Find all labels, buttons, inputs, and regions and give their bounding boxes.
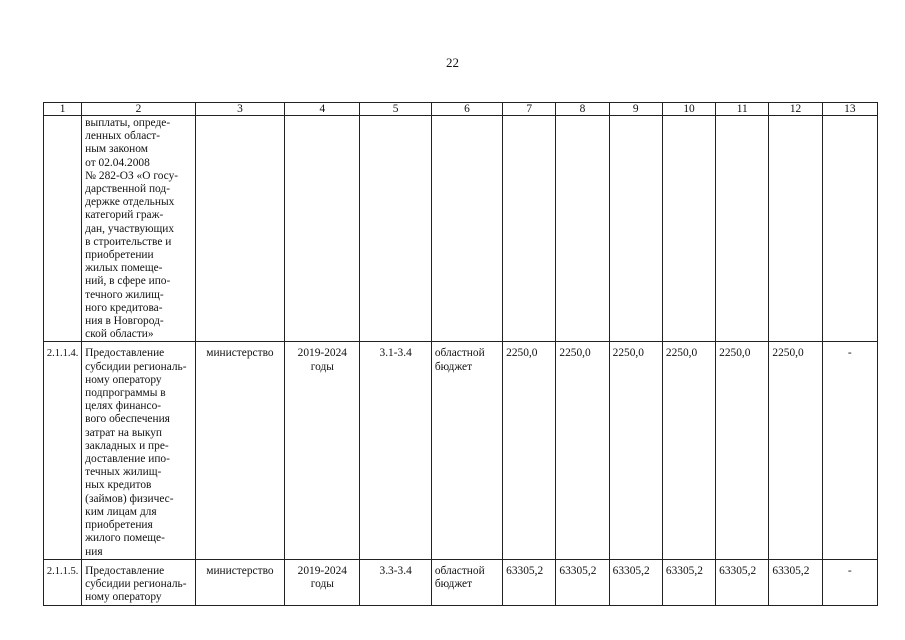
amount-cell: 63305,2	[662, 559, 715, 605]
activity-description: выплаты, опреде- ленных област- ным законом от 02.04.2008 № 282-ОЗ «О госу- дарственной под- держке отдельных категорий граж- дан, участвующих в строительстве и приобретении жилых помеще- ний, в сфере ипо- течного жилищ- ного кредитова- ния в Новгород- ской области»	[82, 116, 196, 342]
funding-source-cell	[431, 116, 502, 342]
column-number-header: 7	[503, 103, 556, 116]
column-13-cell	[822, 116, 877, 342]
executor-cell: министерство	[195, 342, 284, 559]
amount-cell: 63305,2	[716, 559, 769, 605]
table-row	[44, 342, 878, 559]
amount-cell	[662, 116, 715, 342]
activity-description: Предоставление субсидии региональ- ному оператору подпрограммы в целях финансо- вого обеспечения затрат на выкуп закладных и пре- доставление ипо- течных жилищ- ных кредитов (займов) физичес- ким лицам для приобретения жилого помеще- ния	[82, 342, 196, 559]
amount-cell	[769, 116, 822, 342]
amount-cell	[556, 116, 609, 342]
funding-source-cell: областной бюджет	[431, 342, 502, 559]
period-cell	[285, 116, 360, 342]
indicator-cell: 3.3-3.4	[360, 559, 431, 605]
program-activities-table	[43, 102, 878, 606]
row-number: 2.1.1.4.	[44, 342, 82, 559]
column-number-header: 3	[195, 103, 284, 116]
activity-description: Предоставление субсидии региональ- ному оператору	[82, 559, 196, 605]
period-cell: 2019-2024 годы	[285, 559, 360, 605]
amount-cell	[716, 116, 769, 342]
column-number-header: 1	[44, 103, 82, 116]
column-number-header: 12	[769, 103, 822, 116]
indicator-cell	[360, 116, 431, 342]
column-number-header: 2	[82, 103, 196, 116]
funding-source-cell: областной бюджет	[431, 559, 502, 605]
column-number-header: 6	[431, 103, 502, 116]
column-number-header: 13	[822, 103, 877, 116]
amount-cell: 2250,0	[556, 342, 609, 559]
amount-cell	[503, 116, 556, 342]
executor-cell	[195, 116, 284, 342]
page-number: 22	[446, 55, 459, 70]
column-number-header: 10	[662, 103, 715, 116]
column-number-header: 11	[716, 103, 769, 116]
amount-cell: 2250,0	[609, 342, 662, 559]
amount-cell: 2250,0	[716, 342, 769, 559]
column-13-cell: -	[822, 559, 877, 605]
amount-cell	[609, 116, 662, 342]
table-row	[44, 559, 878, 605]
column-number-header: 4	[285, 103, 360, 116]
amount-cell: 2250,0	[503, 342, 556, 559]
amount-cell: 63305,2	[769, 559, 822, 605]
amount-cell: 2250,0	[769, 342, 822, 559]
period-cell: 2019-2024 годы	[285, 342, 360, 559]
table-row	[44, 116, 878, 342]
row-number: 2.1.1.5.	[44, 559, 82, 605]
column-number-header-row	[44, 103, 878, 116]
amount-cell: 2250,0	[662, 342, 715, 559]
amount-cell: 63305,2	[556, 559, 609, 605]
column-number-header: 9	[609, 103, 662, 116]
amount-cell: 63305,2	[609, 559, 662, 605]
column-13-cell: -	[822, 342, 877, 559]
row-number	[44, 116, 82, 342]
executor-cell: министерство	[195, 559, 284, 605]
amount-cell: 63305,2	[503, 559, 556, 605]
column-number-header: 5	[360, 103, 431, 116]
indicator-cell: 3.1-3.4	[360, 342, 431, 559]
column-number-header: 8	[556, 103, 609, 116]
